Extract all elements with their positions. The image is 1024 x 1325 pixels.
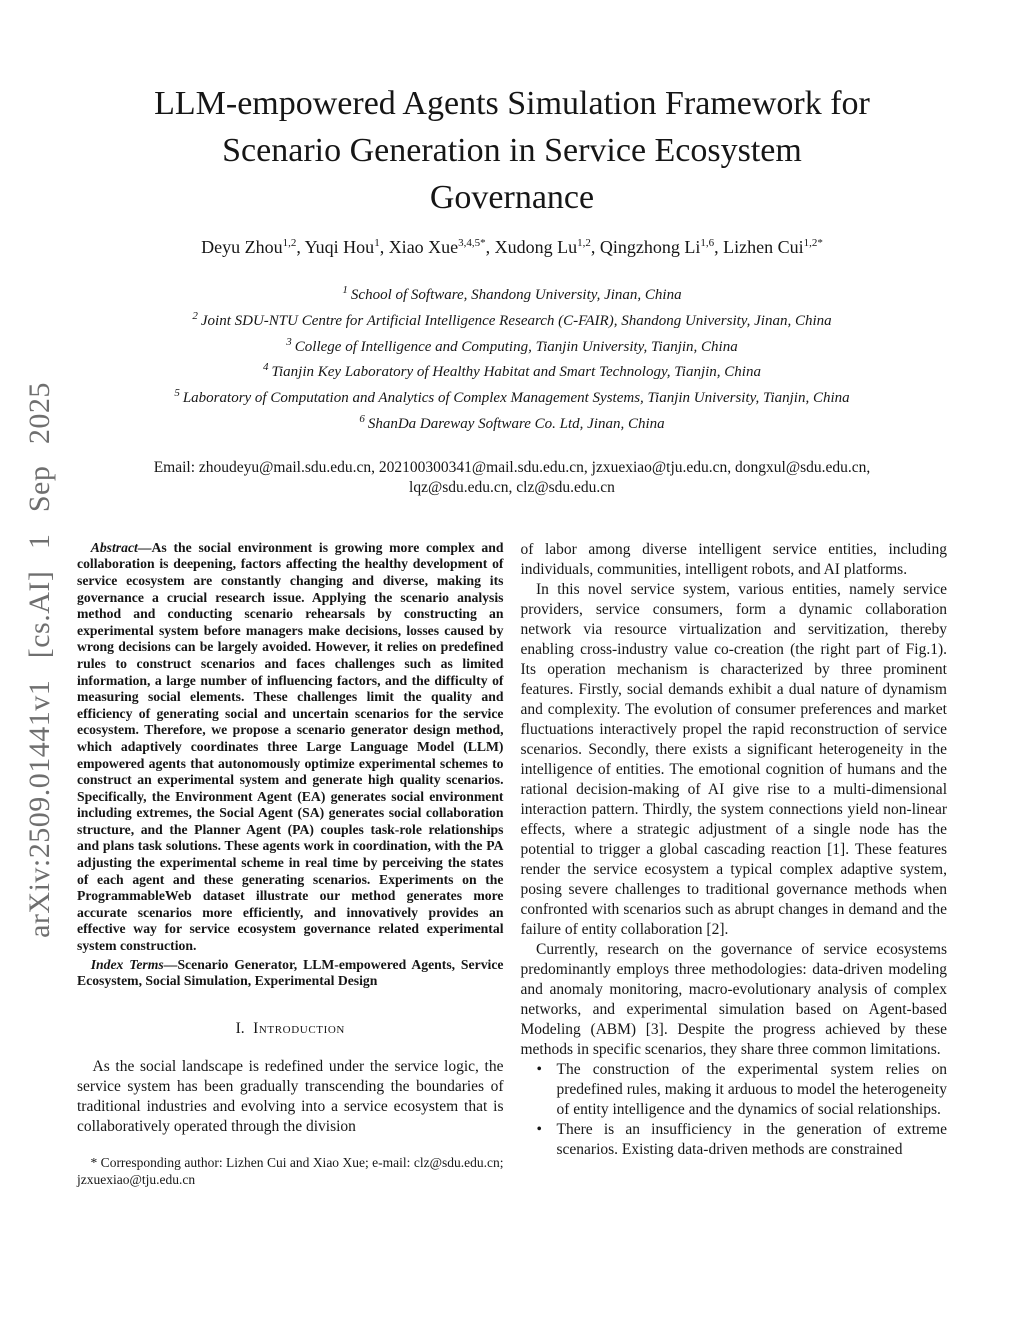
title-line-1: LLM-empowered Agents Simulation Framework for bbox=[154, 85, 870, 122]
author-name: Qingzhong Li bbox=[599, 237, 701, 257]
affiliation-text: College of Intelligence and Computing, Tianjin University, Tianjin, China bbox=[294, 338, 738, 355]
right-column bbox=[521, 540, 948, 1189]
affiliation bbox=[0, 306, 1024, 332]
left-column bbox=[77, 540, 504, 1189]
index-terms-label: Index Terms— bbox=[90, 956, 178, 972]
title-line-3: Governance bbox=[429, 179, 595, 216]
limitation-item-1 bbox=[521, 1060, 948, 1120]
author-affil-sup: 1,2* bbox=[803, 237, 823, 249]
affiliation bbox=[0, 383, 1024, 409]
section-number: I. bbox=[235, 1019, 245, 1037]
affiliation-number: 6 bbox=[359, 412, 365, 425]
author-affil-sup: 1,6 bbox=[700, 237, 715, 249]
paper-header bbox=[0, 0, 1024, 498]
section-heading-introduction bbox=[77, 1020, 504, 1038]
intro-paragraph-1-continued: of labor among diverse intelligent service entities, including individuals, communities, intelligent robots, and AI platforms. bbox=[520, 540, 947, 578]
affiliation-text: ShanDa Dareway Software Co. Ltd, Jinan, China bbox=[367, 415, 665, 432]
two-column-body bbox=[0, 540, 1024, 1189]
author-separator: , bbox=[714, 237, 724, 257]
author-affil-sup: 1,2 bbox=[282, 237, 297, 249]
paper-title bbox=[62, 80, 962, 221]
limitation-text-2: There is an insufficiency in the generation of extreme scenarios. Existing data-driven methods are constrained bbox=[556, 1120, 947, 1158]
author-affil-sup: 1,2 bbox=[577, 237, 591, 249]
affiliation-number: 5 bbox=[174, 387, 180, 400]
corresponding-author-footnote: * Corresponding author: Lizhen Cui and Xiao Xue; e-mail: clz@sdu.edu.cn; jzxuexiao@tju.edu.cn bbox=[77, 1154, 504, 1188]
author-name: Xudong Lu bbox=[494, 237, 578, 257]
affiliation bbox=[0, 357, 1024, 383]
index-terms-text: Scenario Generator, LLM-empowered Agents, Service Ecosystem, Social Simulation, Experimental Design bbox=[77, 956, 504, 989]
affiliation-number: 4 bbox=[263, 361, 269, 374]
author-separator: , bbox=[296, 237, 305, 257]
intro-paragraph-2: In this novel service system, various entities, namely service providers, service consumers, form a dynamic collaboration network via resource virtualization and servitization, thereby enabling cross-industry value co-creation (the right part of Fig.1). Its operation mechanism is characterized by three prominent features. Firstly, social demands exhibit a dual nature of dynamism and complexity. The evolution of consumer preferences and market fluctuations interactively propel the rapid reconstruction of service scenarios. Secondly, there exists a significant heterogeneity in the intelligence of entities. The emotional cognition of humans and the rational decision-making of AI give rise to a multi-dimensional interaction pattern. Thirdly, the system connections yield non-linear effects, where a strategic adjustment of a single node has the potential to trigger a global cascading reaction [1]. These features render the service ecosystem a typical complex adaptive system, posing severe challenges to traditional governance methods when confronted with scenarios such as abrupt changes in demand and the failure of entity collaboration [2]. bbox=[520, 580, 947, 938]
affiliation bbox=[0, 332, 1024, 358]
authors-line bbox=[0, 237, 1024, 258]
affiliation-text: Laboratory of Computation and Analytics of Complex Management Systems, Tianjin University, Tianjin, China bbox=[182, 390, 850, 407]
section-title: Introduction bbox=[253, 1019, 345, 1037]
affiliation-text: School of Software, Shandong University, Jinan, China bbox=[350, 287, 682, 303]
limitation-item-2 bbox=[521, 1120, 948, 1160]
abstract-label: Abstract— bbox=[90, 539, 152, 555]
bullet-icon: • bbox=[536, 1120, 542, 1138]
abstract-text: As the social environment is growing more complex and collaboration is deepening, factors affecting the healthy development of service ecosystem are constantly changing and diverse, making its governance a crucial research issue. Applying the scenario analysis method and conducting scenario rehearsals by constructing an experimental system before managers make decisions, losses caused by wrong decisions can be largely avoided. However, it relies on predefined rules to construct scenarios and faces challenges such as limited information, a large number of influencing factors, and the difficulty of measuring social elements. These challenges limit the quality and efficiency of generating social and uncertain scenarios for the service ecosystem. Therefore, we propose a scenario generator design method, which adaptively coordinates three Large Language Model (LLM) empowered agents that autonomously optimize experimental schemes to construct an experimental system and generate high quality scenarios. Specifically, the Environment Agent (EA) generates social environment including extremes, the Social Agent (SA) generates social collaboration structure, and the Planner Agent (PA) couples task-role relationships and plans task solutions. These agents work in coordination, with the PA adjusting the experimental scheme in real time by perceiving the states of each agent and these generating scenarios. Experiments on the ProgrammableWeb dataset illustrate our method generates more accurate scenarios more efficiently, and innovatively provides an effective way for service ecosystem governance related experimental system construction. bbox=[77, 539, 504, 954]
affiliation-text: Tianjin Key Laboratory of Healthy Habitat and Smart Technology, Tianjin, China bbox=[271, 364, 761, 381]
affiliation-number: 1 bbox=[342, 284, 348, 296]
affiliation-number: 3 bbox=[286, 335, 292, 348]
affiliation bbox=[0, 280, 1024, 306]
email-line-2: lqz@sdu.edu.cn, clz@sdu.edu.cn bbox=[409, 478, 615, 496]
arxiv-watermark: arXiv:2509.01441v1 [cs.AI] 1 Sep 2025 bbox=[23, 382, 56, 938]
email-block bbox=[0, 458, 1024, 498]
affiliations-block bbox=[0, 280, 1024, 435]
affiliation-text: Joint SDU-NTU Centre for Artificial Intelligence Research (C-FAIR), Shandong University, Jinan, China bbox=[200, 312, 832, 329]
intro-paragraph-1: As the social landscape is redefined under the service logic, the service system has been gradually transcending the boundaries of traditional industries and evolving into a service ecosystem that is collaboratively operated through the division bbox=[77, 1057, 504, 1135]
author-name: Deyu Zhou bbox=[201, 237, 283, 257]
author-affil-sup: 1 bbox=[374, 237, 380, 249]
author-separator: , bbox=[590, 237, 600, 257]
title-line-2: Scenario Generation in Service Ecosystem bbox=[222, 132, 802, 169]
limitations-list bbox=[521, 1060, 948, 1160]
index-terms bbox=[77, 957, 504, 990]
author-name: Lizhen Cui bbox=[723, 237, 804, 257]
email-line-1: Email: zhoudeyu@mail.sdu.edu.cn, 202100300341@mail.sdu.edu.cn, jzxuexiao@tju.edu.cn, dongxul@sdu.edu.cn, bbox=[153, 458, 871, 476]
affiliation-number: 2 bbox=[192, 309, 198, 322]
author-separator: , bbox=[379, 237, 389, 257]
bullet-icon: • bbox=[536, 1060, 542, 1078]
affiliation bbox=[0, 409, 1024, 435]
intro-paragraph-3: Currently, research on the governance of service ecosystems predominantly employs three methodologies: data-driven modeling and anomaly monitoring, macro-evolutionary analysis of complex networks, and experimental simulation based on Agent-based Modeling (ABM) [3]. Despite the progress achieved by these methods in specific scenarios, they share three common limitations. bbox=[520, 940, 947, 1058]
abstract bbox=[77, 540, 504, 955]
author-name: Xiao Xue bbox=[388, 237, 459, 257]
limitation-text-1: The construction of the experimental system relies on predefined rules, making it arduous to model the heterogeneity of entity intelligence and the dynamics of social relationships. bbox=[556, 1060, 947, 1118]
author-separator: , bbox=[485, 237, 495, 257]
author-name: Yuqi Hou bbox=[304, 237, 375, 257]
author-affil-sup: 3,4,5* bbox=[458, 237, 486, 249]
